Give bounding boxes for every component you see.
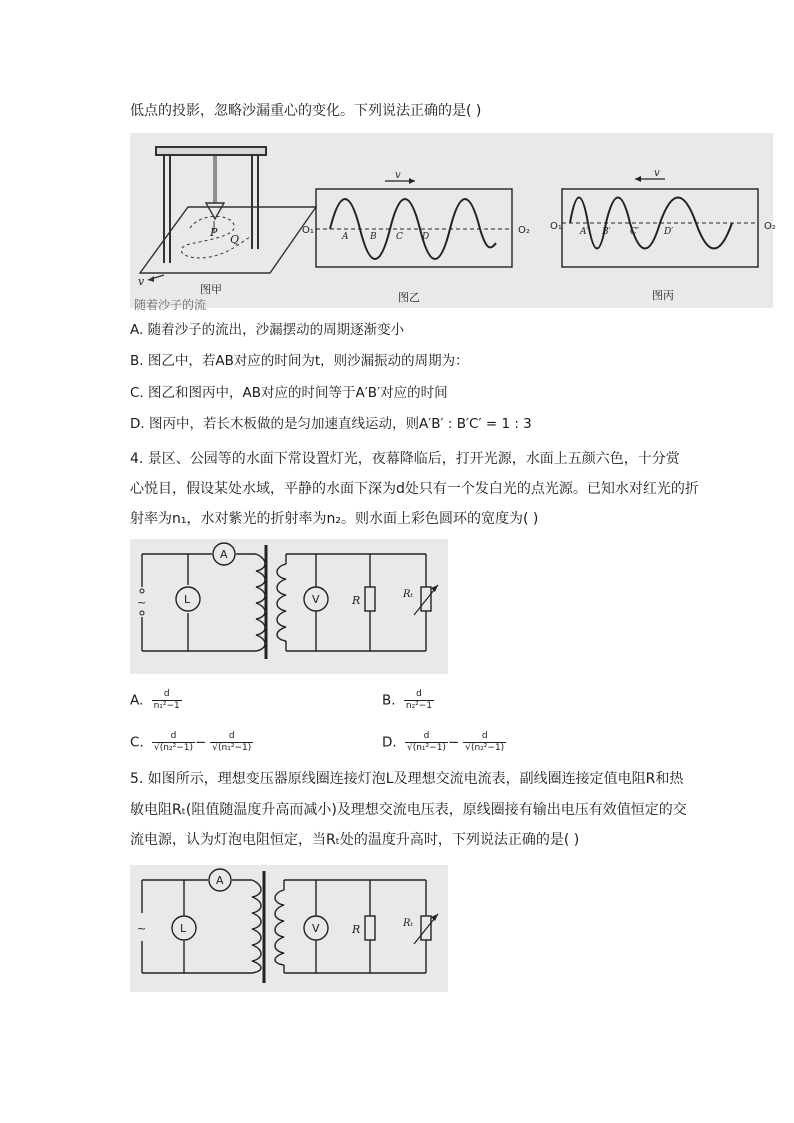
frac-num: d [423,731,430,741]
minus-sign: − [447,734,460,751]
ac-source-label: ~ [137,922,147,935]
board-bing [562,189,758,267]
label-O1-yi: O₁ [302,225,314,236]
figure-yi [316,178,512,267]
q4-option-d [382,731,506,754]
thermistor-icon [421,916,431,940]
q5-stem-line-3: 流电源，认为灯泡电阻恒定，当Rₜ处的温度升高时，下列说法正确的是( ) [130,832,580,848]
label-P: P [210,226,218,239]
figure-jia [140,147,316,282]
resistor-icon [365,916,375,940]
label-Ap-bing: A′ [580,227,589,237]
label-yi: 图乙 [398,291,420,304]
label-O1-bing: O₁ [550,221,562,232]
frac-den: n₂²−1 [405,701,433,711]
label-C-yi: C [396,232,403,242]
label-bing: 图丙 [652,289,674,302]
q4-option-b-label: B. [382,692,396,709]
voltmeter-label: V [312,593,320,606]
frac-den: n₁²−1 [153,701,180,711]
label-A-yi: A [342,232,349,242]
q4-option-c [130,731,253,754]
frame-top-bar [156,147,266,155]
board [140,207,316,273]
q3-option-c: C. 图乙和图丙中，AB对应的时间等于A′B′对应的时间 [130,385,448,401]
label-O2-bing: O₂ [764,221,776,232]
v-arrow-bing-head [635,176,641,182]
q4-option-a-label: A. [130,692,144,709]
q3-stem-tail: 低点的投影，忽略沙漏重心的变化。下列说法正确的是( ) [130,103,482,119]
label-Dp-bing: D′ [664,227,674,237]
thermistor-arrow-icon [431,914,438,921]
q3-figure [130,133,776,312]
frac-den: √(n₁²−1) [406,743,446,753]
minus-sign: − [194,734,207,751]
label-v-yi: v [395,170,401,181]
thermistor-icon [421,587,431,611]
circuit-figure-1 [130,539,448,674]
v-arrow-yi-head [409,178,415,184]
q4-option-d-fraction-1 [405,731,448,754]
q4-option-b [382,689,434,712]
figure-bing [562,176,758,267]
bleed-text: 随着沙子的流 [134,298,207,312]
sand-funnel [206,203,224,219]
q3-figure-svg [130,133,776,312]
q4-option-c-label: C. [130,734,144,751]
label-O2-yi: O₂ [518,225,530,236]
label-B-yi: B [370,232,377,242]
label-D-yi: D [422,232,430,242]
q4-option-c-fraction-2 [210,731,253,754]
board-yi [316,189,512,267]
secondary-coil-icon [277,564,286,641]
frac-num: d [416,689,422,699]
q4-option-a-fraction [152,689,182,712]
q4-option-d-fraction-2 [463,731,506,754]
q4-stem-line-2: 心悦目，假设某处水域，平静的水面下深为d处只有一个发白光的点光源。已知水对红光的折 [130,481,699,497]
q3-option-a: A. 随着沙子的流出，沙漏摆动的周期逐渐变小 [130,322,405,338]
thermistor-label: Rₜ [403,918,413,929]
label-v-jia: v [138,275,145,288]
circuit-svg-2 [130,865,448,992]
label-v-bing: v [654,168,660,179]
frac-num: d [163,689,170,699]
primary-coil-icon [252,880,261,973]
circuit-figure-2 [130,865,448,992]
label-jia: 图甲 [200,283,222,296]
frac-den: √(n₁²−1) [212,743,252,753]
ac-source-label: ~ [137,596,147,609]
ammeter-label: A [216,874,224,887]
primary-coil-icon [256,554,265,651]
label-Q: Q [230,233,240,246]
frac-num: d [481,731,488,741]
label-Cp-bing: C′ [630,227,639,237]
label-Bp-bing: B′ [602,227,611,237]
q4-option-d-label: D. [382,734,397,751]
frac-num: d [228,731,235,741]
q4-stem-line-1: 4. 景区、公园等的水面下常设置灯光，夜幕降临后，打开光源，水面上五颜六色，十分赏 [130,451,680,467]
thermistor-arrow-icon [431,585,438,592]
voltmeter-label: V [312,922,320,935]
q5-stem-line-2: 敏电阻Rₜ(阻值随温度升高而减小)及理想交流电压表，原线圈接有输出电压有效值恒定的交 [130,802,687,818]
ammeter-label: A [220,548,228,561]
q4-option-a [130,689,182,712]
frac-num: d [170,731,177,741]
frac-den: √(n₂²−1) [465,743,505,753]
thermistor-label: Rₜ [403,589,413,600]
q3-option-b: B. 图乙中，若AB对应的时间为t，则沙漏振动的周期为： [130,353,469,369]
q4-option-b-fraction [404,689,434,712]
q3-option-d: D. 图丙中，若长木板做的是匀加速直线运动，则A′B′ : B′C′ = 1 : 3 [130,416,532,432]
lamp-label: L [180,922,187,935]
resistor-label: R [352,594,361,607]
q4-stem-line-3: 射率为n₁，水对紫光的折射率为n₂。则水面上彩色圆环的宽度为( ) [130,511,539,527]
circuit-svg-1 [130,539,448,674]
secondary-coil-icon [275,890,284,965]
resistor-icon [365,587,375,611]
lamp-label: L [184,593,191,606]
frac-den: √(n₂²−1) [154,743,193,753]
q4-option-c-fraction-1 [152,731,195,754]
q5-stem-line-1: 5. 如图所示，理想变压器原线圈连接灯泡L及理想交流电流表，副线圈连接定值电阻R和热 [130,771,684,787]
wave-bing [570,198,732,249]
resistor-label: R [352,923,361,936]
